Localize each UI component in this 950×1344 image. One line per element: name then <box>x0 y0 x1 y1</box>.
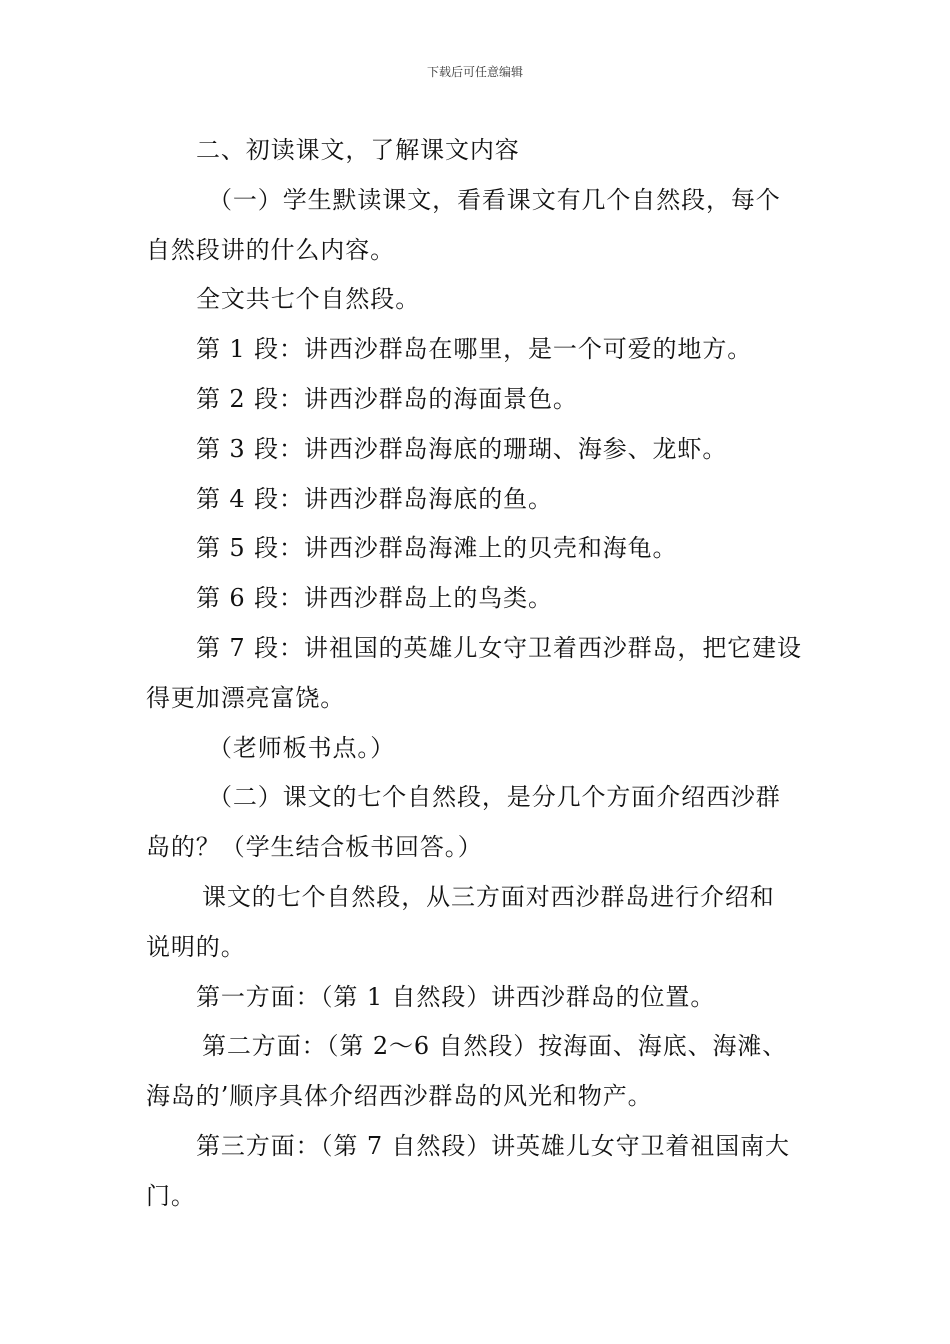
paragraph-line: 第 4 段：讲西沙群岛海底的鱼。 <box>196 484 553 513</box>
paragraph-line: 课文的七个自然段，从三方面对西沙群岛进行介绍和 <box>202 882 775 911</box>
paragraph-line: （一）学生默读课文，看看课文有几个自然段，每个 <box>208 185 781 214</box>
paragraph-line: 第 1 段：讲西沙群岛在哪里，是一个可爱的地方。 <box>196 335 753 364</box>
paragraph-line: 海岛的’顺序具体介绍西沙群岛的风光和物产。 <box>146 1082 653 1111</box>
paragraph-line: 第三方面：（第 7 自然段）讲英雄儿女守卫着祖国南大 <box>196 1131 790 1160</box>
paragraph-line: 第二方面：（第 2～6 自然段）按海面、海底、海滩、 <box>202 1032 788 1061</box>
document-body <box>146 126 810 1222</box>
paragraph-line: 岛的？（学生结合板书回答。） <box>146 833 483 862</box>
section-heading: 二、初读课文，了解课文内容 <box>196 136 520 164</box>
paragraph-line: （二）课文的七个自然段，是分几个方面介绍西沙群 <box>208 783 781 812</box>
paragraph-line: 第一方面：（第 1 自然段）讲西沙群岛的位置。 <box>196 982 716 1011</box>
paragraph-line: 第 3 段：讲西沙群岛海底的珊瑚、海参、龙虾。 <box>196 434 728 463</box>
page-header: 下载后可任意编辑 <box>426 65 523 79</box>
paragraph-line: 第 2 段：讲西沙群岛的海面景色。 <box>196 384 578 413</box>
paragraph-line: 门。 <box>146 1181 196 1210</box>
paragraph-line: 得更加漂亮富饶。 <box>146 683 346 712</box>
paragraph-line: 第 7 段：讲祖国的英雄儿女守卫着西沙群岛，把它建设 <box>196 633 802 662</box>
paragraph-line: 说明的。 <box>146 932 246 961</box>
paragraph-line: 第 5 段：讲西沙群岛海滩上的贝壳和海龟。 <box>196 534 678 563</box>
paragraph-line: 第 6 段：讲西沙群岛上的鸟类。 <box>196 584 553 613</box>
paragraph-line: 自然段讲的什么内容。 <box>146 235 395 264</box>
paragraph-line: 全文共七个自然段。 <box>196 285 421 314</box>
paragraph-line: （老师板书点。） <box>208 733 396 762</box>
